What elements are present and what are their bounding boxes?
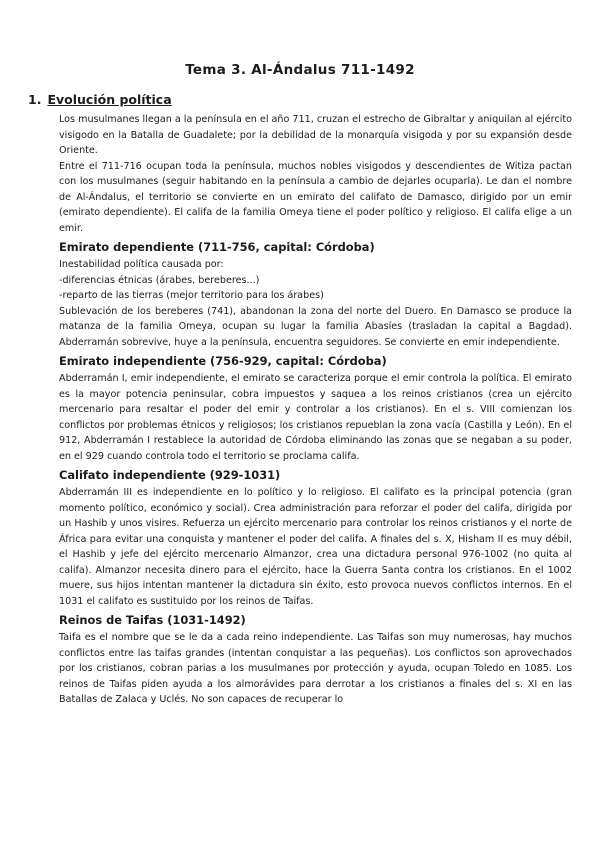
intro-paragraph-2: Entre el 711-716 ocupan toda la península, muchos nobles visigodos y descendientes de Witiza pactan con los musulmanes (seguir habitando en la península a cambio de dejarles ocuparla). Le dan el nombre de Al-Ándalus, el territorio se convierte en un emirato del califato de Damasco, dirigido por un emir (emirato dependiente). El califa de la familia Omeya tiene el poder político y religioso. El califa elige a un emir. (59, 160, 572, 234)
emirato-dependiente-body: Sublevación de los bereberes (741), abandonan la zona del norte del Duero. En Damasco se produce la matanza de la familia Omeya, ocupan su lugar la familia Abasíes (trasladan la capital a Bagdad). Abderramán sobrevive, huye a la península, encuentra seguidores. Se convierte en emir independiente. (59, 305, 572, 348)
document-body (59, 112, 572, 708)
section-heading (28, 92, 172, 107)
document-title: Tema 3. Al-Ándalus 711-1492 (185, 62, 415, 78)
emirato-dependiente-line-1: Inestabilidad política causada por: (59, 259, 224, 270)
califato-heading: Califato independiente (929-1031) (59, 468, 281, 482)
emirato-independiente-heading: Emirato independiente (756-929, capital: Córdoba) (59, 354, 387, 368)
emirato-dependiente-line-2: -diferencias étnicas (árabes, bereberes...) (59, 274, 260, 286)
emirato-independiente-body: Abderramán I, emir independiente, el emirato se caracteriza porque el emir controla la política. El emirato es la mayor potencia peninsular, cobra impuestos y saquea a los reinos cristianos (crea un ejército mercenario para resaltar el poder del emir y controlar a los cristianos). En el s. VIII comienzan los conflictos por problemas étnicos y religiosos; los cristianos repueblan la zona vacía (Castilla y León). En el 912, Abderramán I restablece la autoridad de Córdoba eliminando las zonas que se negaban a su poder, en el 929 cuando controla todo el territorio se proclama califa. (59, 373, 572, 462)
section-number: 1. (28, 92, 42, 107)
intro-paragraph-1: Los musulmanes llegan a la península en el año 711, cruzan el estrecho de Gibraltar y aniquilan al ejército visigodo en la Batalla de Guadalete; por la debilidad de la monarquía visigoda y por su expansión desde Oriente. (59, 114, 572, 156)
emirato-dependiente-line-3: -reparto de las tierras (mejor territorio para los árabes) (59, 290, 324, 301)
taifas-heading: Reinos de Taifas (1031-1492) (59, 613, 246, 627)
taifas-body: Taifa es el nombre que se le da a cada reino independiente. Las Taifas son muy numerosas, hay muchos conflictos entre las taifas grandes (intentan conquistar a las pequeñas). Los conflictos son aprovechados por los cristianos, cobran parias a los musulmanes por protección y ayuda, ocupan Toledo en 1085. Los reinos de Taifas piden ayuda a los almorávides para derrotar a los cristianos a finales del s. XI en las Batallas de Zalaca y Uclés. No son capaces de recuperar lo (59, 632, 572, 705)
califato-body: Abderramán III es independiente en lo político y lo religioso. El califato es la principal potencia (gran momento político, económico y social). Crea administración para reforzar el poder del califa, dirigida por un Hashib y unos visires. Refuerza un ejército mercenario para controlar los reinos cristianos y el norte de África para evitar una conquista y mantener el poder del califa. A finales del s. X, Hisham II es muy débil, el Hashib y jefe del ejército mercenario Almanzor, crea una dictadura personal 976-1002 (no quita al califa). Almanzor necesita dinero para el ejército, hace la Guerra Santa contra los cristianos. En el 1002 muere, sus hijos intentan mantener la dictadura sin éxito, esto provoca nuevos conflictos internos. En el 1031 el califato es sustituido por los reinos de Taifas. (59, 487, 572, 607)
emirato-dependiente-heading: Emirato dependiente (711-756, capital: Córdoba) (59, 240, 375, 254)
section-heading-text: Evolución política (47, 92, 172, 107)
